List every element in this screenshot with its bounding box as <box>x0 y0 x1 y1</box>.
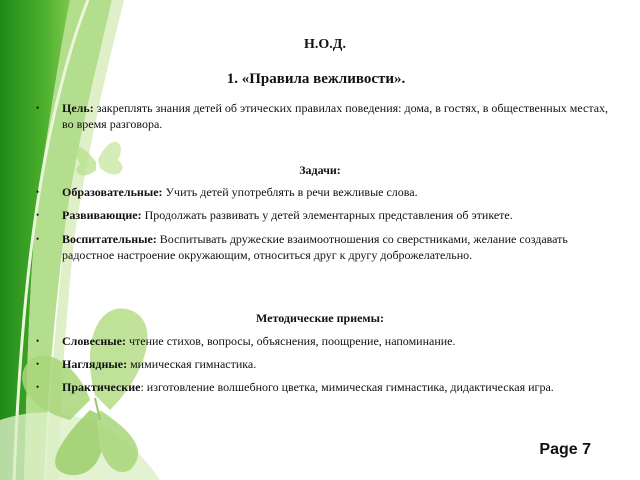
bullet: • <box>36 234 40 244</box>
method-label: Наглядные: <box>62 357 128 371</box>
method-label: Словесные: <box>62 334 126 348</box>
task-item <box>62 207 610 223</box>
page-subtitle: 1. «Правила вежливости». <box>226 71 406 87</box>
methods-heading: Методические приемы: <box>256 311 384 325</box>
method-text: чтение стихов, вопросы, объяснения, поощрение, напоминание. <box>125 334 456 348</box>
method-text: мимическая гимнастика. <box>127 357 257 371</box>
task-text: Воспитывать дружеские взаимоотношения со сверстниками, желание создавать радостное настроение окружающим, относиться друг к другу доброжелательно. <box>62 232 568 262</box>
method-item <box>62 379 610 395</box>
page-title: Н.О.Д. <box>304 37 346 52</box>
bullet: • <box>36 336 40 346</box>
page-number: Page 7 <box>539 441 591 458</box>
task-label: Воспитательные: <box>62 232 157 246</box>
method-item <box>62 356 610 372</box>
task-item <box>62 184 610 200</box>
bullet: • <box>36 187 40 197</box>
task-item <box>62 231 610 263</box>
method-item <box>62 333 610 349</box>
bullet: • <box>36 103 40 113</box>
task-label: Образовательные: <box>62 185 163 199</box>
bullet: • <box>36 210 40 220</box>
tasks-heading: Задачи: <box>299 163 341 177</box>
method-text: : изготовление волшебного цветка, мимическая гимнастика, дидактическая игра. <box>140 380 554 394</box>
goal-label: Цель: <box>62 101 94 115</box>
goal-text: закреплять знания детей об этических правилах поведения: дома, в гостях, в общественных местах, во время разговора. <box>62 101 609 131</box>
task-text: Продолжать развивать у детей элементарных представления об этикете. <box>141 208 513 222</box>
task-text: Учить детей употреблять в речи вежливые слова. <box>162 185 418 199</box>
goal-paragraph <box>62 100 610 132</box>
method-label: Практические <box>62 380 141 394</box>
bullet: • <box>36 382 40 392</box>
bullet: • <box>36 359 40 369</box>
task-label: Развивающие: <box>62 208 142 222</box>
